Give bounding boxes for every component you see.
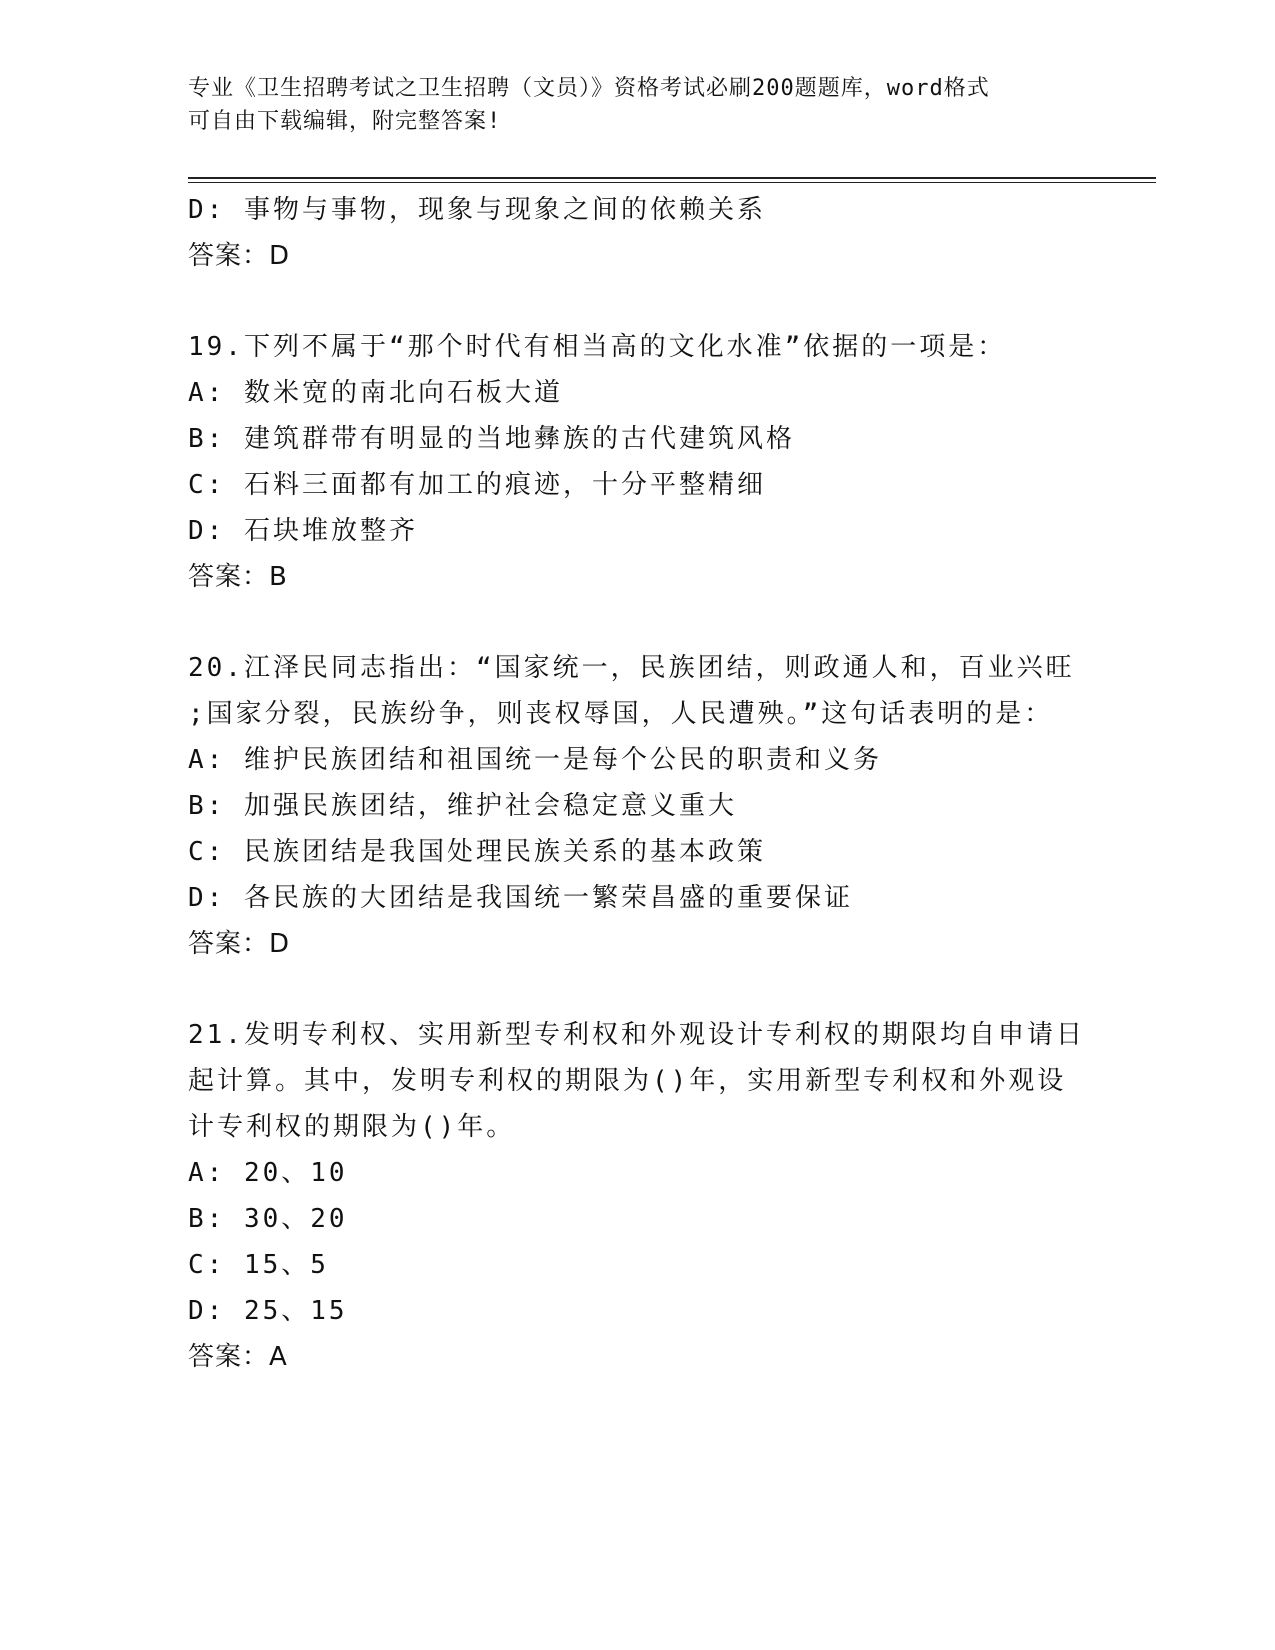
question-list [188, 187, 1088, 1380]
question-stem-line-1: 20.江泽民同志指出：“国家统一，民族团结，则政通人和，百业兴旺 [188, 653, 1075, 683]
option-d: D: 各民族的大团结是我国统一繁荣昌盛的重要保证 [188, 883, 853, 913]
option-a: A: 维护民族团结和祖国统一是每个公民的职责和义务 [188, 745, 882, 775]
spacer [188, 279, 1088, 324]
option-b: B: 建筑群带有明显的当地彝族的古代建筑风格 [188, 424, 795, 454]
question-19 [188, 324, 1088, 600]
option-b: B: 30、20 [188, 1204, 348, 1234]
question-18-tail [188, 187, 1088, 279]
question-stem-line-2: ;国家分裂，民族纷争，则丧权辱国，人民遭殃。”这句话表明的是： [188, 699, 1054, 729]
answer-label: 答案：D [188, 929, 291, 959]
option-c: C: 民族团结是我国处理民族关系的基本政策 [188, 837, 766, 867]
answer-label: 答案：A [188, 1342, 288, 1372]
question-21 [188, 1012, 1088, 1380]
option-a: A: 数米宽的南北向石板大道 [188, 378, 563, 408]
header-title-line-1: 专业《卫生招聘考试之卫生招聘（文员）》资格考试必刷200题题库，word格式 [188, 76, 990, 101]
question-20 [188, 645, 1088, 967]
option-d: D: 25、15 [188, 1296, 348, 1326]
question-stem: 19.下列不属于“那个时代有相当高的文化水准”依据的一项是： [188, 332, 1007, 362]
question-stem-line-3: 计专利权的期限为()年。 [188, 1112, 516, 1142]
page-header [188, 72, 1088, 138]
answer-label: 答案：D [188, 241, 291, 271]
header-divider [188, 177, 1156, 183]
option-c: C: 石料三面都有加工的痕迹，十分平整精细 [188, 470, 766, 500]
header-title-line-2: 可自由下载编辑，附完整答案! [188, 109, 502, 134]
option-d: D: 石块堆放整齐 [188, 516, 418, 546]
option-a: A: 20、10 [188, 1158, 348, 1188]
spacer [188, 600, 1088, 645]
option-d: D: 事物与事物，现象与现象之间的依赖关系 [188, 195, 766, 225]
spacer [188, 967, 1088, 1012]
question-stem-line-2: 起计算。其中，发明专利权的期限为()年，实用新型专利权和外观设 [188, 1066, 1067, 1096]
answer-label: 答案：B [188, 562, 288, 592]
question-stem-line-1: 21.发明专利权、实用新型专利权和外观设计专利权的期限均自申请日 [188, 1020, 1085, 1050]
option-b: B: 加强民族团结，维护社会稳定意义重大 [188, 791, 737, 821]
option-c: C: 15、5 [188, 1250, 329, 1280]
